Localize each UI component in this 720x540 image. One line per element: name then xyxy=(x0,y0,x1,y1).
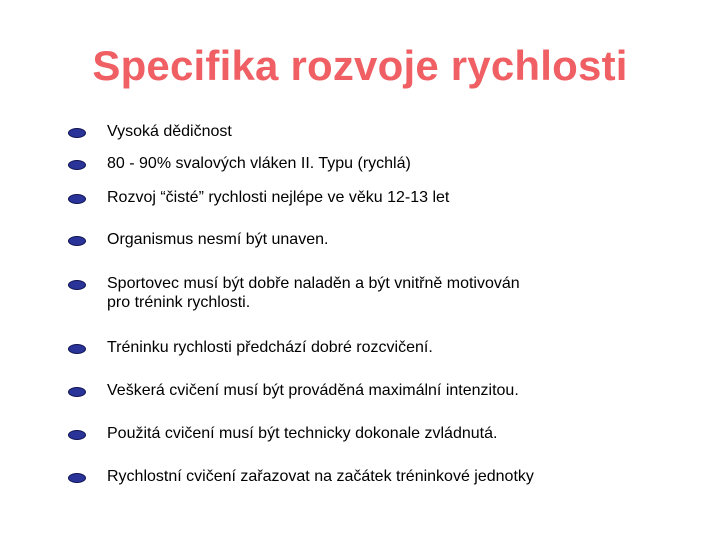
bullet-line: Rychlostní cvičení zařazovat na začátek tréninkové jednotky xyxy=(107,468,534,485)
bullet-icon xyxy=(68,387,86,397)
bullet-item xyxy=(68,154,668,173)
bullet-text xyxy=(107,122,232,141)
bullet-text xyxy=(107,338,433,357)
bullet-line: 80 - 90% svalových vláken II. Typu (rychlá) xyxy=(107,155,411,172)
bullet-text xyxy=(107,467,534,486)
bullet-line: pro trénink rychlosti. xyxy=(107,294,251,311)
bullet-item xyxy=(68,122,668,141)
bullet-line: Sportovec musí být dobře naladěn a být vnitřně motivován xyxy=(107,275,520,292)
bullet-line: Organismus nesmí být unaven. xyxy=(107,231,329,248)
bullet-icon xyxy=(68,344,86,354)
bullet-line: Vysoká dědičnost xyxy=(107,123,232,140)
bullet-icon xyxy=(68,280,86,290)
bullet-icon xyxy=(68,194,86,204)
bullet-item xyxy=(68,467,668,486)
bullet-icon xyxy=(68,236,86,246)
bullet-item xyxy=(68,381,668,400)
bullet-text xyxy=(107,424,497,443)
bullet-text xyxy=(107,274,520,312)
bullet-line: Použitá cvičení musí být technicky dokonale zvládnutá. xyxy=(107,425,498,442)
bullet-text xyxy=(107,154,411,173)
bullet-icon xyxy=(68,160,86,170)
bullet-item xyxy=(68,274,668,312)
bullet-line: Rozvoj “čisté” rychlosti nejlépe ve věku 12-13 let xyxy=(107,189,450,206)
bullet-line: Tréninku rychlosti předchází dobré rozcvičení. xyxy=(107,339,433,356)
bullet-item xyxy=(68,188,668,207)
bullet-text xyxy=(107,188,449,207)
bullet-item xyxy=(68,338,668,357)
bullet-item xyxy=(68,230,668,249)
bullet-item xyxy=(68,424,668,443)
bullet-icon xyxy=(68,473,86,483)
slide-title: Specifika rozvoje rychlosti xyxy=(92,42,628,89)
bullet-icon xyxy=(68,128,86,138)
bullet-text xyxy=(107,381,519,400)
bullet-line: Veškerá cvičení musí být prováděná maximální intenzitou. xyxy=(107,382,519,399)
bullet-icon xyxy=(68,430,86,440)
bullet-text xyxy=(107,230,328,249)
